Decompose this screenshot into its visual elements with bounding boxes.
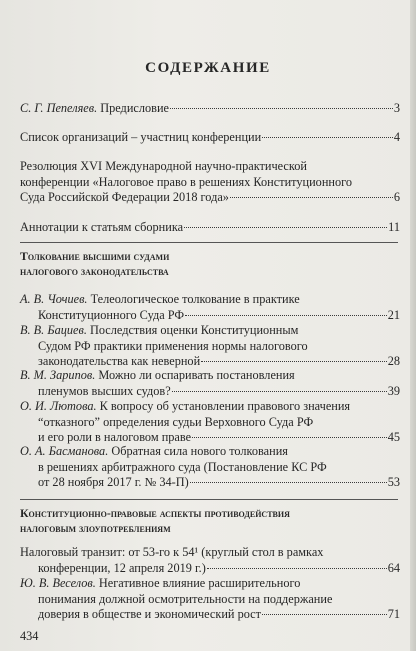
toc-entry-basmanova: О. А. Басманова. Обратная сила нового толкования в решениях арбитражного суда (Постановление КС РФ от 28 ноября 2017 г. № 34-П) 53 xyxy=(20,444,400,489)
section-heading-abuse: Конституционно-правовые аспекты противодействия налоговым злоупотреблениям xyxy=(20,506,290,535)
page-title: СОДЕРЖАНИЕ xyxy=(145,60,271,76)
page-number: 434 xyxy=(20,629,39,643)
section-divider xyxy=(20,242,398,243)
toc-entry-resolution: Резолюция XVI Международной научно-практической конференции «Налоговое право в решениях Конституционного Суда Российской Федерации 2018 года» 6 xyxy=(20,159,400,204)
toc-entry-preface: С. Г. Пепеляев. Предисловие 3 xyxy=(20,101,400,115)
toc-entry-lyutova: О. И. Лютова. К вопросу об установлении правового значения “отказного” определения судьи Верховного Суда РФ и его роли в налоговом праве 45 xyxy=(20,399,400,444)
toc-entry-chochiev: А. В. Чочиев. Телеологическое толкование в практике Конституционного Суда РФ 21 xyxy=(20,292,400,322)
section-divider xyxy=(20,499,398,500)
toc-entry-batsiev: В. В. Бациев. Последствия оценки Конституционным Судом РФ практики применения нормы налогового законодательства как неверной 28 xyxy=(20,323,400,368)
toc-entry-round-table: Налоговый транзит: от 53-го к 54¹ (круглый стол в рамках конференции, 12 апреля 2019 г.) 64 xyxy=(20,545,400,575)
toc-entry-organizations: Список организаций – участниц конференции 4 xyxy=(20,130,400,144)
toc-entry-annotations: Аннотации к статьям сборника 11 xyxy=(20,220,400,234)
toc-entry-veselov: Ю. В. Веселов. Негативное влияние расширительного понимания должной осмотрительности на поддержание доверия в обществе и экономический рост 71 xyxy=(20,576,400,621)
section-heading-interpretation: Толкование высшими судами налогового законодательства xyxy=(20,249,170,278)
toc-entry-zaripov: В. М. Зарипов. Можно ли оспаривать постановления пленумов высших судов? 39 xyxy=(20,368,400,398)
page-spine-edge xyxy=(410,0,416,651)
